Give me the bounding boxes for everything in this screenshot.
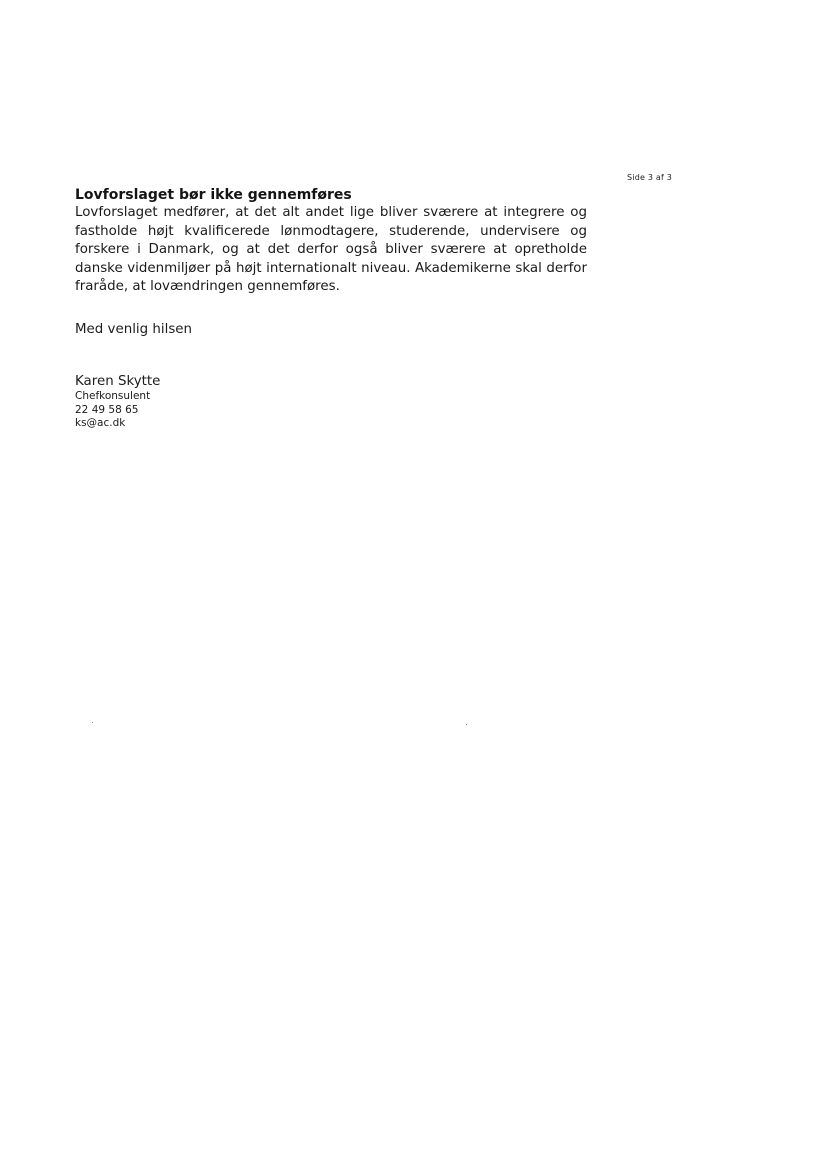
signature-email: ks@ac.dk bbox=[75, 417, 126, 429]
closing-greeting: Med venlig hilsen bbox=[75, 322, 193, 337]
signature-name: Karen Skytte bbox=[75, 374, 161, 389]
page-number: Side 3 af 3 bbox=[627, 173, 673, 182]
scan-speck bbox=[466, 724, 467, 725]
signature-title: Chefkonsulent bbox=[75, 390, 151, 402]
section bbox=[75, 186, 587, 297]
section-heading: Lovforslaget bør ikke gennemføres bbox=[75, 187, 352, 203]
scan-speck bbox=[92, 722, 93, 723]
signature-block bbox=[75, 373, 160, 431]
signature-phone: 22 49 58 65 bbox=[75, 403, 139, 416]
section-body: Lovforslaget medfører, at det alt andet lige bliver sværere at integrere og fastholde højt kvalificerede lønmodtagere, studerende, undervisere og forskere i Danmark, og at det derfor også bliver sværere at opretholde danske videnmiljøer på højt internationalt niveau. Akademikerne skal derfor fraråde, at lovændringen gennemføres. bbox=[75, 205, 587, 294]
